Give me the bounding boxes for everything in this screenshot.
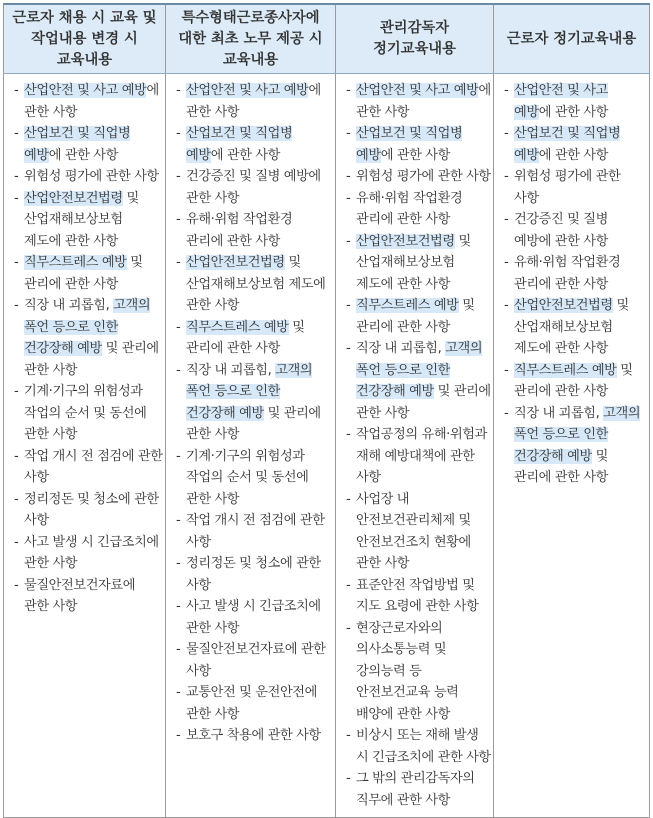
- item-text: 위험성 평가에 관한 사항: [356, 169, 491, 184]
- item-text: 에 관한 사항: [538, 104, 608, 120]
- list-item: [14, 80, 163, 123]
- list-item: [14, 166, 163, 188]
- item-list: [504, 80, 647, 489]
- list-item: [14, 188, 163, 253]
- list-item: [504, 252, 647, 295]
- item-text: 사고 발생 시 긴급조치에 관한 사항: [186, 599, 321, 636]
- list-item: [176, 360, 333, 446]
- item-text: 에 관한 사항: [48, 147, 118, 163]
- highlighted-text: 산업보건 및 직업병 예방: [356, 126, 463, 163]
- list-item: [504, 209, 647, 252]
- item-text: 유해·위험 작업환경 관리에 관한 사항: [356, 190, 463, 227]
- content-row: [4, 74, 650, 818]
- list-item: [504, 166, 647, 209]
- column-cell-new-hire: [4, 74, 166, 818]
- item-text: 작업 개시 전 점검에 관한 사항: [186, 513, 325, 550]
- list-item: [176, 123, 333, 166]
- item-text: 사고 발생 시 긴급조치에 관한 사항: [24, 534, 159, 571]
- item-list: [14, 80, 163, 618]
- item-text: 건강증진 및 질병 예방에 관한 사항: [514, 212, 608, 249]
- list-item: [176, 80, 333, 123]
- item-text: 물질안전보건자료에 관한 사항: [24, 577, 136, 614]
- list-item: [14, 381, 163, 446]
- item-text: 유해·위험 작업환경 관리에 관한 사항: [186, 212, 293, 249]
- highlighted-text: 산업안전보건법령: [24, 190, 123, 206]
- list-item: [346, 725, 491, 768]
- list-item: [346, 166, 491, 188]
- item-text: 교통안전 및 운전안전에 관한 사항: [186, 685, 317, 722]
- list-item: [176, 682, 333, 725]
- list-item: [176, 166, 333, 209]
- highlighted-text: 산업안전보건법령: [356, 233, 455, 249]
- highlighted-text: 산업안전 및 사고 예방: [186, 83, 309, 98]
- list-item: [176, 252, 333, 317]
- item-text: 직장 내 괴롭힘,: [24, 298, 114, 313]
- item-text: 에 관한 사항: [380, 147, 450, 163]
- item-text: 에 관한 사항: [356, 83, 491, 120]
- item-text: 에 관한 사항: [186, 83, 321, 120]
- item-text: 사업장 내 안전보건관리체제 및 안전보건조치 현황에 관한 사항: [356, 491, 471, 571]
- item-text: 및 관리에 관한 사항: [24, 341, 159, 378]
- list-item: [14, 446, 163, 489]
- item-text: 및 관리에 관한 사항: [514, 362, 633, 399]
- list-item: [176, 553, 333, 596]
- highlighted-text: 산업보건 및 직업병 예방: [186, 126, 293, 163]
- item-text: 및 산업재해보상보험 제도에 관한 사항: [356, 233, 471, 292]
- item-text: 비상시 또는 재해 발생 시 긴급조치에 관한 사항: [356, 728, 491, 765]
- item-text: 보호구 착용에 관한 사항: [186, 728, 321, 743]
- item-text: 에 관한 사항: [538, 147, 608, 163]
- list-item: [346, 575, 491, 618]
- highlighted-text: 산업안전보건법령: [186, 255, 285, 270]
- list-item: [346, 618, 491, 726]
- item-list: [346, 80, 491, 811]
- list-item: [346, 188, 491, 231]
- list-item: [176, 317, 333, 360]
- list-item: [176, 596, 333, 639]
- highlighted-text: 고객의 폭언 등으로 인한 건강장해 예방: [514, 405, 641, 464]
- item-text: 및 관리에 관한 사항: [356, 298, 475, 335]
- column-cell-supervisor: [336, 74, 494, 818]
- item-text: 기계·기구의 위험성과 작업의 순서 및 동선에 관한 사항: [24, 384, 147, 442]
- item-text: 및 관리에 관한 사항: [356, 384, 491, 421]
- list-item: [346, 295, 491, 338]
- item-text: 및 산업재해보상보험 제도에 관한 사항: [186, 255, 326, 313]
- item-text: 현장근로자와의 의사소통능력 및 강의능력 등 안전보건교육 능력 배양에 관한 사항: [356, 620, 459, 722]
- list-item: [176, 446, 333, 511]
- list-item: [176, 639, 333, 682]
- highlighted-text: 고객의 폭언 등으로 인한 건강장해 예방: [24, 298, 151, 356]
- list-item: [504, 295, 647, 360]
- list-item: [176, 725, 333, 747]
- list-item: [14, 489, 163, 532]
- item-list: [176, 80, 333, 747]
- list-item: [14, 123, 163, 166]
- highlighted-text: 산업안전보건법령: [514, 298, 613, 313]
- column-header-regular-workers: 근로자 정기교육내용: [494, 4, 650, 74]
- list-item: [14, 252, 163, 295]
- list-item: [504, 360, 647, 403]
- list-item: [504, 80, 647, 123]
- item-text: 직장 내 괴롭힘,: [356, 341, 446, 356]
- item-text: 그 밖의 관리감독자의 직무에 관한 사항: [356, 771, 475, 808]
- column-header-supervisor: 관리감독자 정기교육내용: [336, 4, 494, 74]
- highlighted-text: 직무스트레스 예방: [24, 255, 127, 270]
- list-item: [346, 338, 491, 424]
- item-text: 유해·위험 작업환경 관리에 관한 사항: [514, 255, 621, 292]
- list-item: [346, 123, 491, 166]
- education-content-table: [3, 3, 650, 818]
- item-text: 건강증진 및 질병 예방에 관한 사항: [186, 169, 321, 206]
- item-text: 직장 내 괴롭힘,: [186, 362, 276, 378]
- item-text: 및 관리에 관한 사항: [24, 255, 143, 292]
- highlighted-text: 고객의 폭언 등으로 인한 건강장해 예방: [356, 341, 483, 399]
- highlighted-text: 직무스트레스 예방: [356, 298, 459, 313]
- column-header-new-hire: 근로자 채용 시 교육 및 작업내용 변경 시 교육내용: [4, 4, 166, 74]
- item-text: 표준안전 작업방법 및 지도 요령에 관한 사항: [356, 577, 479, 614]
- list-item: [14, 532, 163, 575]
- item-text: 작업 개시 전 점검에 관한 사항: [24, 448, 163, 485]
- item-text: 및 산업재해보상보험 제도에 관한 사항: [24, 190, 139, 249]
- list-item: [176, 209, 333, 252]
- highlighted-text: 산업안전 및 사고 예방: [24, 83, 147, 98]
- item-text: 기계·기구의 위험성과 작업의 순서 및 동선에 관한 사항: [186, 448, 309, 507]
- list-item: [176, 510, 333, 553]
- item-text: 및 관리에 관한 사항: [514, 448, 608, 485]
- highlighted-text: 고객의 폭언 등으로 인한 건강장해 예방: [186, 362, 313, 421]
- item-text: 위험성 평가에 관한 사항: [24, 169, 159, 184]
- item-text: 및 관리에 관한 사항: [186, 405, 321, 442]
- item-text: 및 관리에 관한 사항: [186, 319, 305, 356]
- column-cell-special-workers: [166, 74, 336, 818]
- column-header-special-workers: 특수형태근로종사자에 대한 최초 노무 제공 시 교육내용: [166, 4, 336, 74]
- item-text: 작업공정의 유해·위험과 재해 예방대책에 관한 사항: [356, 427, 487, 485]
- header-row: [4, 4, 650, 74]
- list-item: [504, 123, 647, 166]
- column-cell-regular-workers: [494, 74, 650, 818]
- list-item: [346, 231, 491, 296]
- highlighted-text: 직무스트레스 예방: [186, 319, 289, 335]
- item-text: 에 관한 사항: [24, 83, 159, 120]
- item-text: 정리정돈 및 청소에 관한 사항: [186, 556, 321, 593]
- highlighted-text: 산업안전 및 사고 예방: [356, 83, 479, 98]
- list-item: [14, 295, 163, 381]
- item-text: 위험성 평가에 관한 사항: [514, 169, 621, 206]
- highlighted-text: 산업안전 및 사고 예방: [514, 83, 608, 120]
- list-item: [346, 80, 491, 123]
- highlighted-text: 산업보건 및 직업병 예방: [24, 126, 131, 163]
- item-text: 및 산업재해보상보험 제도에 관한 사항: [514, 298, 629, 356]
- highlighted-text: 직무스트레스 예방: [514, 362, 617, 378]
- item-text: 직장 내 괴롭힘,: [514, 405, 604, 421]
- list-item: [504, 403, 647, 489]
- highlighted-text: 산업보건 및 직업병 예방: [514, 126, 621, 163]
- list-item: [346, 768, 491, 811]
- item-text: 에 관한 사항: [210, 147, 280, 163]
- list-item: [346, 424, 491, 489]
- list-item: [346, 489, 491, 575]
- item-text: 정리정돈 및 청소에 관한 사항: [24, 491, 159, 528]
- item-text: 물질안전보건자료에 관한 사항: [186, 642, 326, 679]
- list-item: [14, 575, 163, 618]
